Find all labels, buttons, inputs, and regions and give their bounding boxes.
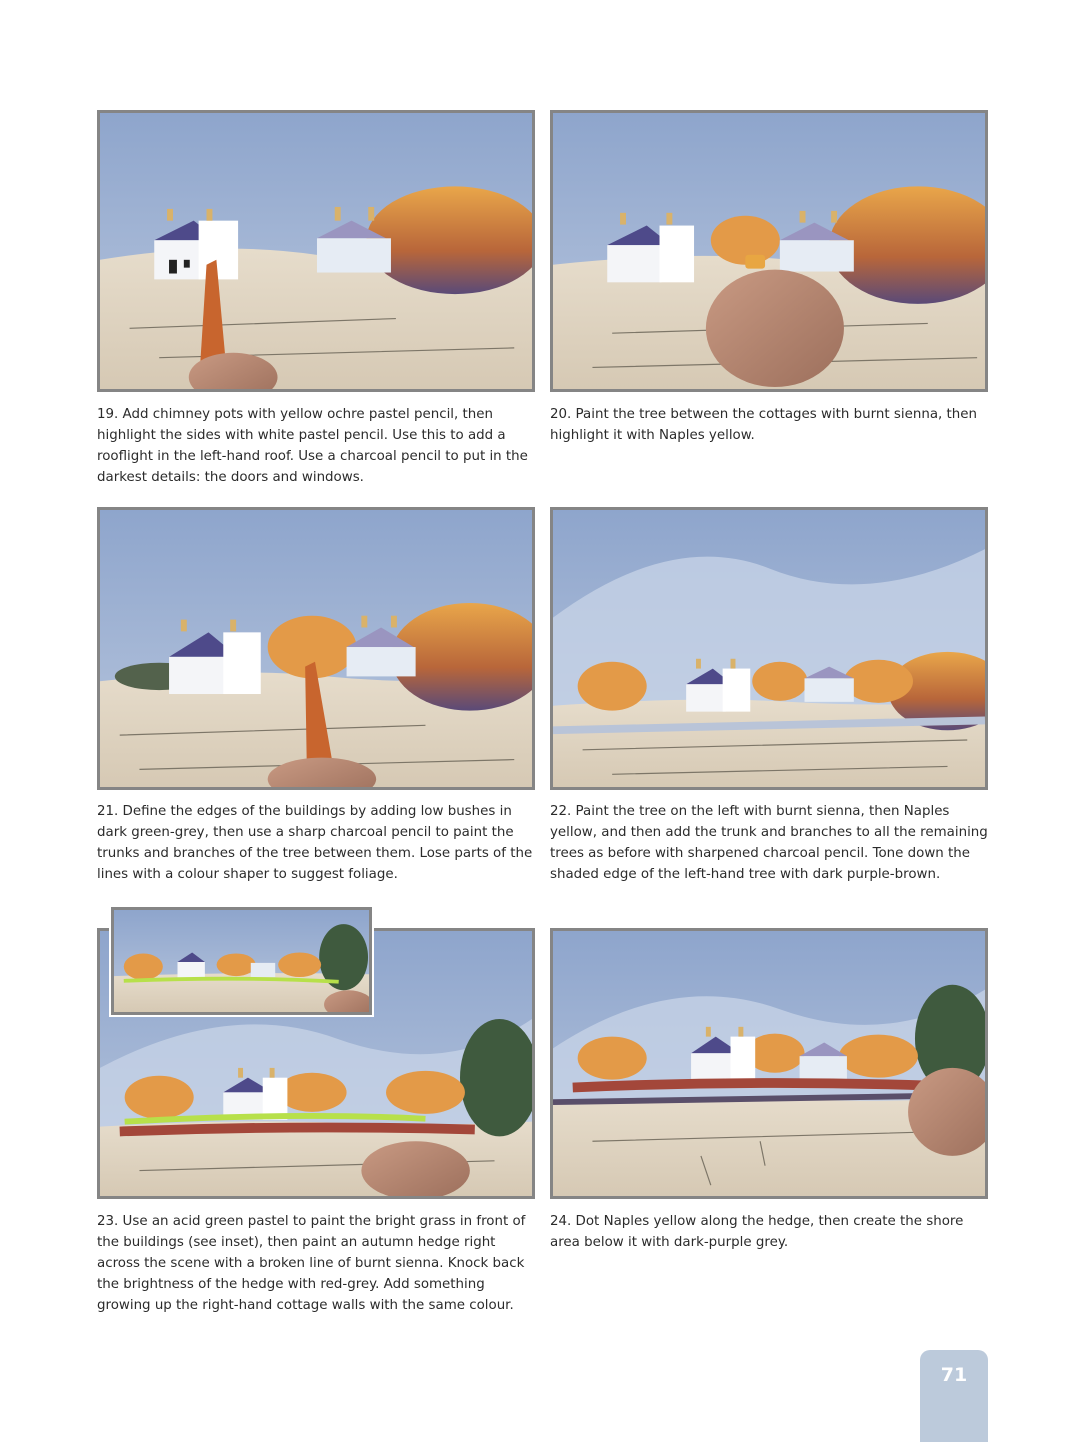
- step-24-caption: 24. Dot Naples yellow along the hedge, then create the shore area below it with dark-purple grey.: [550, 1214, 964, 1250]
- step-20-caption: 20. Paint the tree between the cottages with burnt sienna, then highlight it with Naples yellow.: [550, 407, 978, 443]
- step-19-photo: [97, 110, 535, 392]
- step-21-caption: 21. Define the edges of the buildings by adding low bushes in dark green-grey, then use a sharp charcoal pencil to paint the trunks and branches of the tree between them. Lose parts of the lines with a colour shaper to suggest foliage.: [97, 804, 533, 882]
- step-22-photo: [550, 507, 988, 790]
- step-22-caption: 22. Paint the tree on the left with burnt sienna, then Naples yellow, and then add the trunk and branches to all the remaining trees as before with sharpened charcoal pencil. Tone down the shaded edge of the left-hand tree with dark purple-brown.: [550, 804, 988, 882]
- step-23-inset-photo: [111, 907, 372, 1015]
- step-23-caption: 23. Use an acid green pastel to paint the bright grass in front of the buildings (see inset), then paint an autumn hedge right across the scene with a broken line of burnt sienna. Knock back the brightness of the hedge with red-grey. Add something growing up the right-hand cottage walls with the same colour.: [97, 1214, 526, 1313]
- step-20-photo: [550, 110, 988, 392]
- page-number: 71: [920, 1350, 988, 1442]
- step-24-photo: [550, 928, 988, 1199]
- step-21-photo: [97, 507, 535, 790]
- step-19-caption: 19. Add chimney pots with yellow ochre pastel pencil, then highlight the sides with white pastel pencil. Use this to add a rooflight in the left-hand roof. Use a charcoal pencil to put in the darkest details: the doors and windows.: [97, 407, 528, 485]
